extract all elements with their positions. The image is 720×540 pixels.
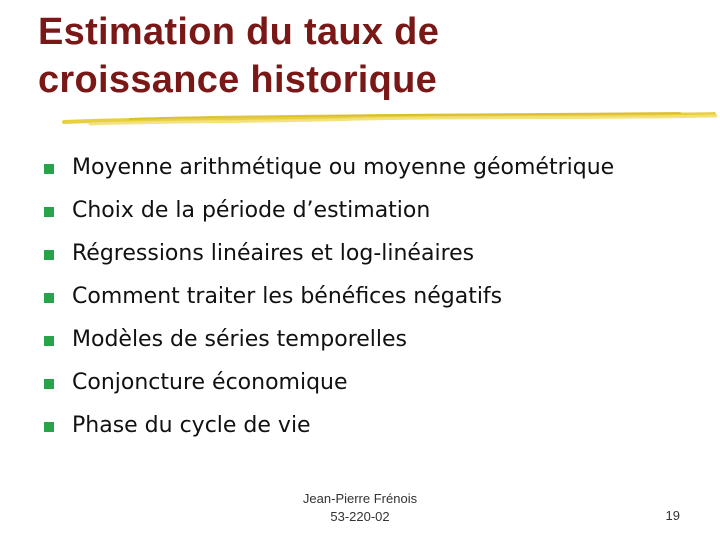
footer bbox=[280, 490, 440, 526]
title-underline-rule bbox=[60, 106, 720, 130]
bullet-text: Comment traiter les bénéfices négatifs bbox=[72, 284, 503, 309]
square-bullet-icon bbox=[44, 336, 54, 346]
square-bullet-icon bbox=[44, 164, 54, 174]
slide-title-line-2: croissance historique bbox=[38, 59, 438, 101]
bullet-item-1 bbox=[44, 146, 614, 189]
bullet-text: Conjoncture économique bbox=[72, 370, 348, 395]
footer-code: 53-220-02 bbox=[330, 509, 390, 524]
bullet-item-5 bbox=[44, 318, 614, 361]
square-bullet-icon bbox=[44, 379, 54, 389]
square-bullet-icon bbox=[44, 250, 54, 260]
bullet-item-2 bbox=[44, 189, 614, 232]
bullet-item-6 bbox=[44, 361, 614, 404]
footer-author: Jean-Pierre Frénois bbox=[302, 491, 418, 506]
slide-title-line-1: Estimation du taux de bbox=[38, 11, 440, 53]
bullet-item-4 bbox=[44, 275, 614, 318]
square-bullet-icon bbox=[44, 422, 54, 432]
square-bullet-icon bbox=[44, 293, 54, 303]
square-bullet-icon bbox=[44, 207, 54, 217]
page-number: 19 bbox=[665, 508, 680, 523]
bullet-text: Choix de la période d’estimation bbox=[72, 198, 431, 223]
bullet-item-3 bbox=[44, 232, 614, 275]
bullet-text: Moyenne arithmétique ou moyenne géométrique bbox=[72, 155, 615, 180]
bullet-list bbox=[44, 146, 614, 447]
bullet-item-7 bbox=[44, 404, 614, 447]
bullet-text: Régressions linéaires et log-linéaires bbox=[72, 241, 475, 266]
slide-title bbox=[38, 8, 658, 104]
bullet-text: Modèles de séries temporelles bbox=[72, 327, 408, 352]
bullet-text: Phase du cycle de vie bbox=[72, 413, 311, 438]
